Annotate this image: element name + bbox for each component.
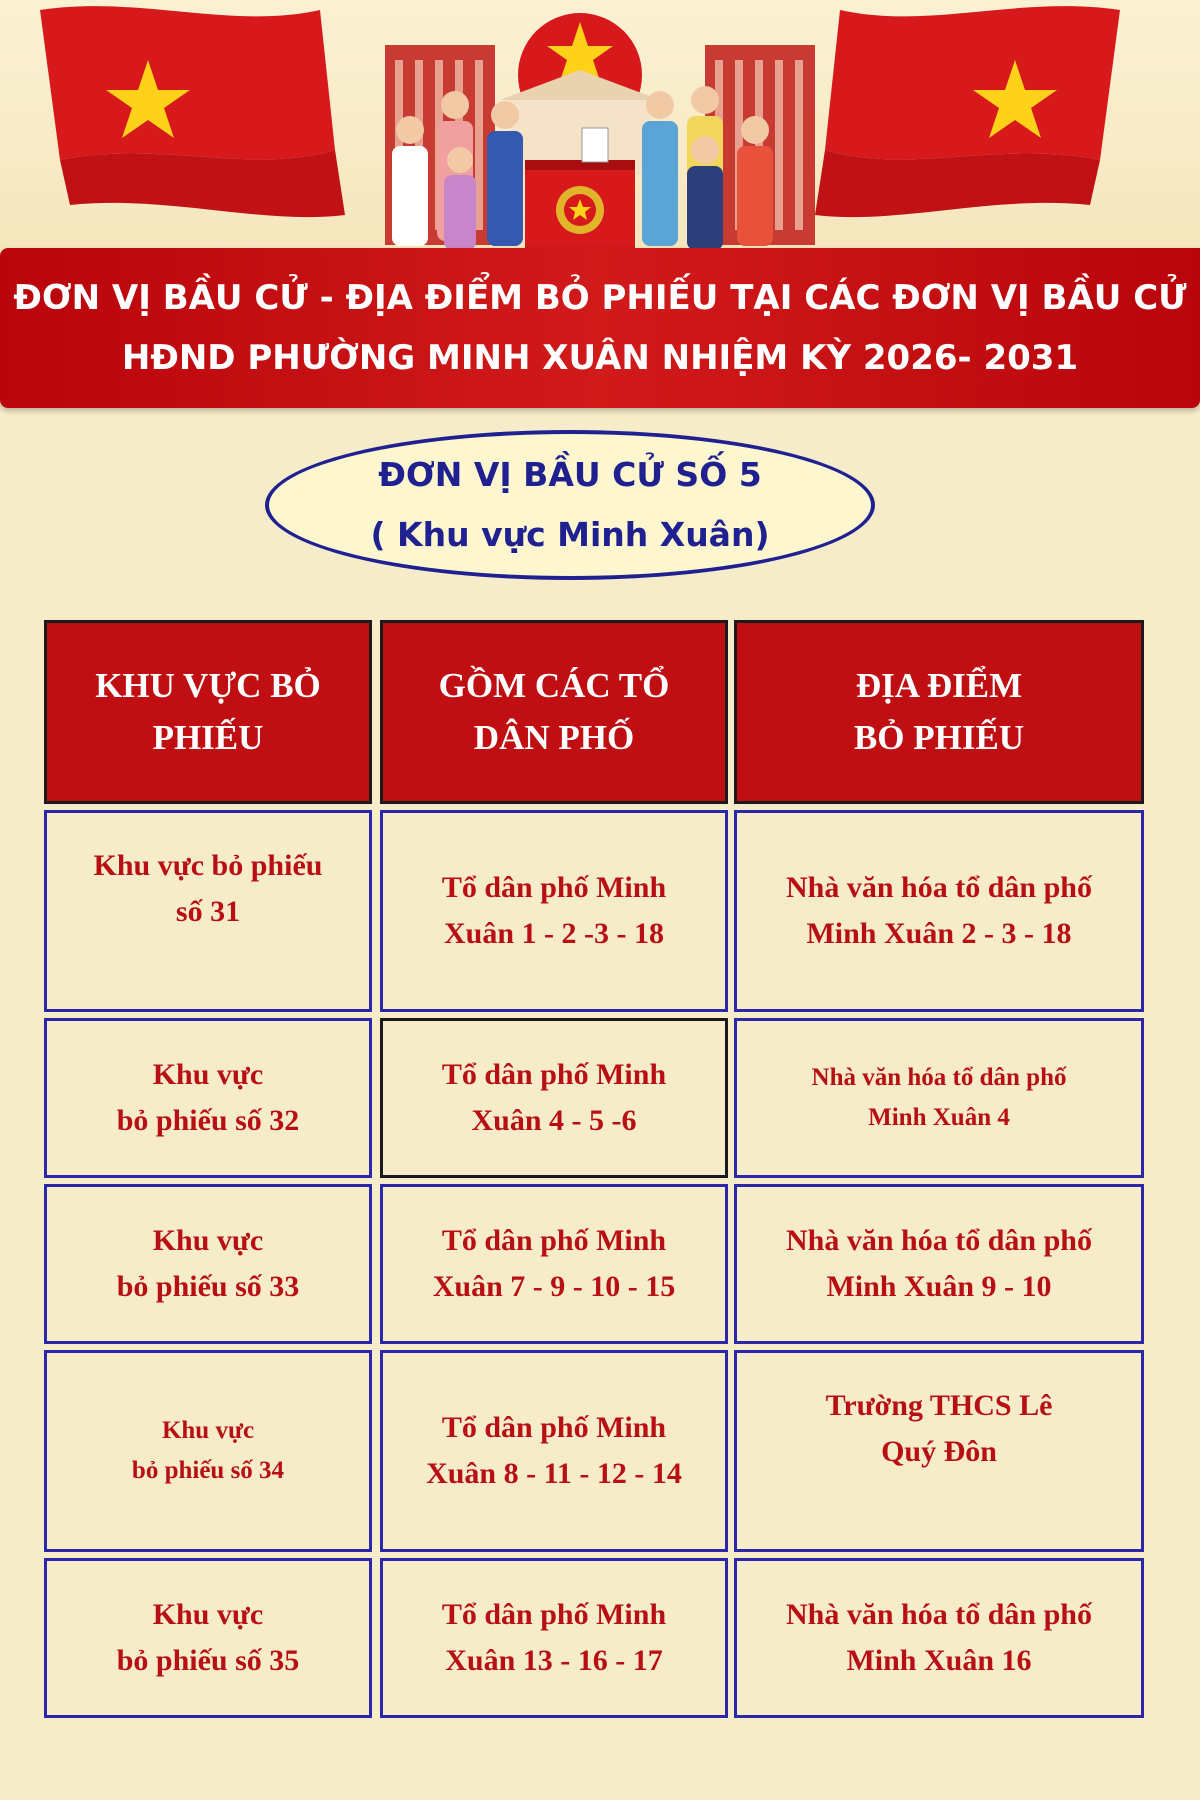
table-row-33-location: [734, 1184, 1144, 1344]
table-row-35-location: [734, 1558, 1144, 1718]
table-header-groups: [380, 620, 728, 804]
table-row-34-groups: [380, 1350, 728, 1552]
vietnam-flag-icon: [40, 6, 345, 217]
table-cell: Tổ dân phố Minh Xuân 4 - 5 -6: [441, 1058, 667, 1137]
table-row-31-area: [44, 810, 372, 1012]
table-row-35-groups: [380, 1558, 728, 1718]
table-row-34-location: [734, 1350, 1144, 1552]
table-row-35-area: [44, 1558, 372, 1718]
header-title-line1: ĐƠN VỊ BẦU CỬ - ĐỊA ĐIỂM BỎ PHIẾU TẠI CÁC ĐƠN VỊ BẦU CỬ: [13, 278, 1187, 318]
hero-illustration: [0, 0, 1200, 250]
table-row-31-location: [734, 810, 1144, 1012]
national-emblem-icon: [556, 186, 604, 234]
table-cell: Khu vực bỏ phiếu số 32: [116, 1058, 300, 1137]
table-header-label: ĐỊA ĐIỂM BỎ PHIẾU: [853, 666, 1025, 757]
table-row-32-area: [44, 1018, 372, 1178]
table-cell: Nhà văn hóa tổ dân phố Minh Xuân 2 - 3 - 18: [786, 871, 1092, 950]
table-cell: Tổ dân phố Minh Xuân 8 - 11 - 12 - 14: [426, 1411, 682, 1490]
table-cell: Tổ dân phố Minh Xuân 13 - 16 - 17: [441, 1598, 667, 1677]
vietnam-flag-icon: [815, 6, 1120, 217]
table-row-31-groups: [380, 810, 728, 1012]
table-cell: Khu vực bỏ phiếu số 31: [93, 849, 323, 928]
table-cell: Khu vực bỏ phiếu số 33: [116, 1224, 300, 1303]
table-cell: Tổ dân phố Minh Xuân 1 - 2 -3 - 18: [441, 871, 667, 950]
header-title-line2: HĐND PHƯỜNG MINH XUÂN NHIỆM KỲ 2026- 2031: [121, 338, 1079, 378]
table-row-32-location: [734, 1018, 1144, 1178]
table-row-32-groups: [380, 1018, 728, 1178]
table-header-location: [734, 620, 1144, 804]
table-cell: Khu vực bỏ phiếu số 34: [131, 1417, 285, 1484]
table-header-area: [44, 620, 372, 804]
election-unit-title: ĐƠN VỊ BẦU CỬ SỐ 5: [378, 455, 762, 494]
election-unit-area: ( Khu vực Minh Xuân): [370, 515, 770, 554]
table-cell: Nhà văn hóa tổ dân phố Minh Xuân 4: [811, 1064, 1067, 1131]
table-cell: Trường THCS Lê Quý Đôn: [825, 1389, 1053, 1468]
table-row-33-groups: [380, 1184, 728, 1344]
header-banner: [0, 248, 1200, 408]
table-cell: Nhà văn hóa tổ dân phố Minh Xuân 16: [786, 1598, 1092, 1677]
table-header-label: GỒM CÁC TỔ DÂN PHỐ: [438, 666, 670, 757]
table-header-label: KHU VỰC BỎ PHIẾU: [95, 666, 321, 757]
table-cell: Nhà văn hóa tổ dân phố Minh Xuân 9 - 10: [786, 1224, 1092, 1303]
election-unit-badge: [265, 430, 875, 580]
table-cell: Khu vực bỏ phiếu số 35: [116, 1598, 300, 1677]
table-cell: Tổ dân phố Minh Xuân 7 - 9 - 10 - 15: [432, 1224, 676, 1303]
table-row-33-area: [44, 1184, 372, 1344]
table-row-34-area: [44, 1350, 372, 1552]
